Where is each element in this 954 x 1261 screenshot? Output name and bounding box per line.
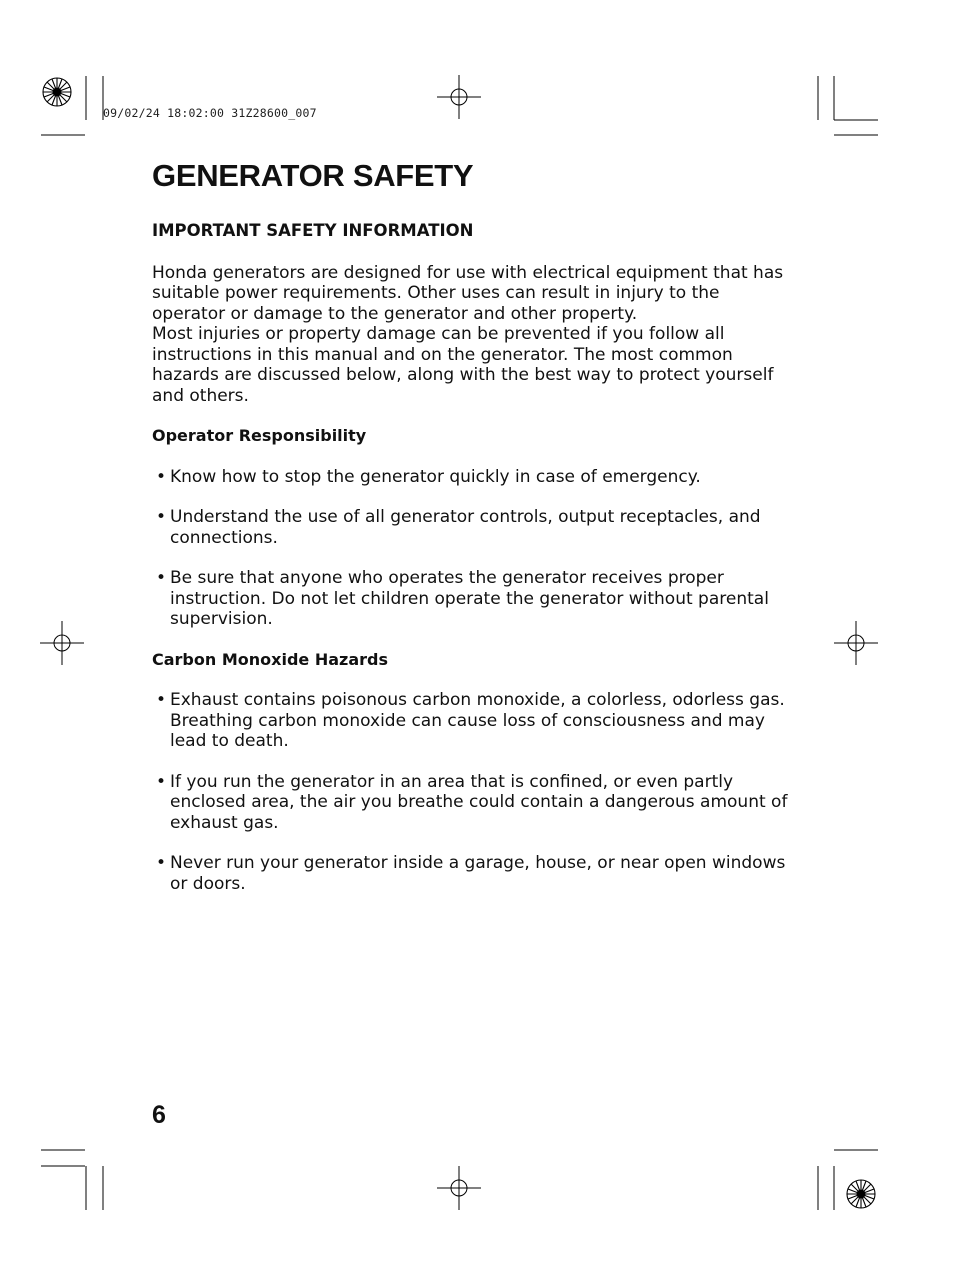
bullet: • (156, 853, 167, 873)
list-item-text: Exhaust contains poisonous carbon monoxide, a colorless, odorless gas. Breathing carbon monoxide can cause loss of consciousness and may lead to death. (170, 690, 785, 751)
bullet: • (156, 568, 167, 588)
list-item (152, 568, 792, 630)
operator-list (152, 467, 792, 630)
page-title: GENERATOR SAFETY (152, 158, 474, 193)
section-heading: IMPORTANT SAFETY INFORMATION (152, 221, 474, 240)
intro-paragraph-1: Honda generators are designed for use with electrical equipment that has suitable power requirements. Other uses can result in injury to the operator or damage to the generator and other property. (152, 262, 784, 324)
list-item-text: Know how to stop the generator quickly in case of emergency. (170, 466, 701, 487)
registration-mark-left (40, 621, 84, 665)
bullet: • (156, 507, 167, 527)
bullet: • (156, 690, 167, 710)
list-item-text: Be sure that anyone who operates the generator receives proper instruction. Do not let children operate the generator without parental supervision. (170, 568, 769, 629)
page-number: 6 (152, 1101, 166, 1129)
list-item (152, 772, 792, 834)
starburst-target-top-left (43, 78, 71, 106)
list-item-text: Never run your generator inside a garage, house, or near open windows or doors. (170, 853, 786, 894)
list-item (152, 507, 792, 548)
list-item (152, 690, 792, 752)
list-item (152, 853, 792, 894)
co-heading: Carbon Monoxide Hazards (152, 649, 388, 669)
print-slug: 09/02/24 18:02:00 31Z28600_007 (103, 106, 317, 120)
operator-heading: Operator Responsibility (152, 426, 367, 445)
bullet: • (156, 466, 167, 487)
list-item-text: If you run the generator in an area that is confined, or even partly enclosed area, the air you breathe could contain a dangerous amount of exhaust gas. (170, 771, 788, 833)
intro-paragraph-2: Most injuries or property damage can be prevented if you follow all instructions in this manual and on the generator. The most common hazards are discussed below, along with the best way to protect yourself and others. (152, 324, 774, 406)
bullet: • (156, 771, 167, 792)
registration-mark-right (834, 621, 878, 665)
list-item (152, 467, 792, 488)
co-list (152, 690, 792, 894)
list-item-text: Understand the use of all generator controls, output receptacles, and connections. (170, 507, 761, 548)
starburst-target-bottom-right (847, 1180, 875, 1208)
registration-mark-top (437, 75, 481, 119)
registration-mark-bottom (437, 1166, 481, 1210)
main-content (152, 221, 792, 894)
